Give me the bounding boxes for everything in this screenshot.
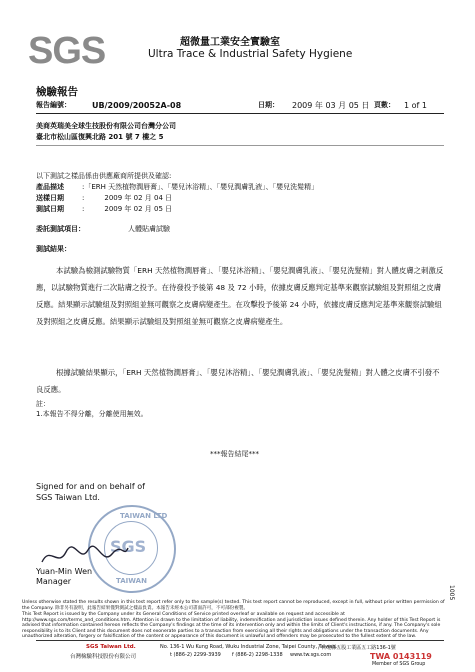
stamp-center-text: SGS — [110, 537, 147, 556]
footer-address-cn: / 台北縣五股工業區五工路136-1號 — [318, 645, 396, 651]
report-page-label: 頁數： — [374, 101, 395, 109]
disclaimer-text: Unless otherwise stated the results shown in this test report refer only to the sample(s) tested. This test report cannot be reproduced, except in full, without prior written permission of the Company. 除非另有說明，此報告結果僅對測試之樣品負責。本報告未經本公司書面許可，不可部份複製。 — [22, 600, 445, 611]
test-item-value: 人體貼膚試驗 — [128, 225, 170, 233]
signatory-role: Manager — [36, 577, 72, 586]
client-rule — [36, 145, 444, 146]
signed-company: SGS Taiwan Ltd. — [36, 493, 100, 502]
report-date-label: 日期： — [258, 101, 279, 109]
stamp-bottom-text: TAIWAN — [116, 577, 147, 585]
sample-intro: 以下測試之樣品係由供應廠商所提供及確認: — [36, 172, 172, 180]
handwritten-signature — [40, 540, 130, 570]
footer-phone: t (886-2) 2299-3939 — [170, 652, 221, 658]
stamp-top-text: TAIWAN LTD — [120, 512, 168, 520]
note-item-1: 1.本報告不得分離，分離使用無效。 — [36, 410, 148, 418]
report-date: 2009 年 03 月 05 日 — [292, 101, 370, 110]
report-number: UB/2009/20052A-08 — [92, 101, 182, 110]
lab-name-en: Ultra Trace & Industrial Safety Hygiene — [148, 48, 353, 60]
received-value: : 2009 年 02 月 04 日 — [82, 194, 173, 202]
footer-company: SGS Taiwan Ltd. — [86, 644, 136, 650]
sgs-logo: SGS — [28, 30, 106, 72]
lab-name-cn: 超微量工業安全實驗室 — [180, 37, 280, 48]
signatory-name: Yuan-Min Wen — [36, 567, 93, 576]
product-value: :「ERH 天然植物潤唇膏」、「嬰兒沐浴精」、「嬰兒潤膚乳液」、「嬰兒洗髮精」 — [82, 183, 319, 191]
footer-company-cn: 台灣檢驗科技股份有限公司 — [70, 654, 137, 660]
signed-for-line: Signed for and on behalf of — [36, 482, 145, 491]
client-address: 臺北市松山區復興北路 201 號 7 樓之 5 — [36, 133, 164, 141]
footer-member: Member of SGS Group — [372, 662, 426, 667]
side-code: 1005 — [448, 585, 455, 601]
report-number-label: 報告編號： — [36, 101, 71, 109]
test-date-label: 測試日期 — [36, 205, 64, 213]
results-label: 測試結果： — [36, 245, 71, 253]
report-end-mark: ***報告結尾*** — [210, 450, 259, 458]
header-rule — [36, 113, 444, 114]
client-name: 美商英瑞美全球生技股份有限公司台灣分公司 — [36, 122, 176, 130]
results-paragraph-2: 根據試驗結果顯示，「ERH 天然植物潤唇膏」、「嬰兒沐浴精」、「嬰兒潤膚乳液」、「嬰兒洗髮精」對人體之皮膚不引發不良反應。 — [36, 368, 440, 394]
test-item-label: 委託測試項目： — [36, 225, 85, 233]
report-title: 檢驗報告 — [36, 86, 78, 98]
footer-web: www.tw.sgs.com — [290, 652, 332, 658]
terms-text: This Test Report is issued by the Company under its General Conditions of Service printed overleaf or available on request and accessible at http://www.sgs.com/terms_and_conditions.htm. Attention is drawn to the limitation of liability, indemnification and jurisdiction issues defined therein. Any holder of this Test Report is advised that information contained hereon reflects the Company's findings at the time of its intervention only and within the limits of Client's instructions, if any. The Company's sole responsibility is to its Client and this document does not exonerate parties to a transaction from exercising all their rights and obligations under the transaction documents. Any unauthorized alteration, forgery or falsification of the content or appearance of this document is unlawful and offenders may be prosecuted to the fullest extent of the law. — [22, 612, 441, 640]
notes-label: 註： — [36, 400, 50, 408]
received-label: 送樣日期 — [36, 194, 64, 202]
footer-rule — [36, 640, 444, 641]
footer-fax: f (886-2) 2298-1338 — [232, 652, 283, 658]
footer-serial: TWA 0143119 — [370, 652, 432, 661]
report-page: 1 of 1 — [404, 101, 427, 110]
results-paragraph-1: 本試驗為檢測試驗物質「ERH 天然植物潤唇膏」、「嬰兒沐浴精」、「嬰兒潤膚乳液」、「嬰兒洗髮精」對人體皮膚之刺激反應，以試驗物質進行二次貼膚之投予。在待發投予後第 48 及 72 小時，依據皮膚反應判定基準來觀察試驗組及對照組之皮膚反應。結果顯示試驗組及對照組並無可觀察之皮膚病變產生。在攻擊投予後第 24 小時，依據皮膚反應判定基準來觀察試驗組及對照組之皮膚反應。結果顯示試驗組及對照組並無可觀察之皮膚病變產生。 — [36, 266, 444, 326]
test-date-value: : 2009 年 02 月 05 日 — [82, 205, 173, 213]
product-label: 產品描述 — [36, 183, 64, 191]
footer-address: No. 136-1 Wu Kung Road, Wuku Industrial Zone, Taipei County, Taiwan. — [160, 644, 338, 650]
